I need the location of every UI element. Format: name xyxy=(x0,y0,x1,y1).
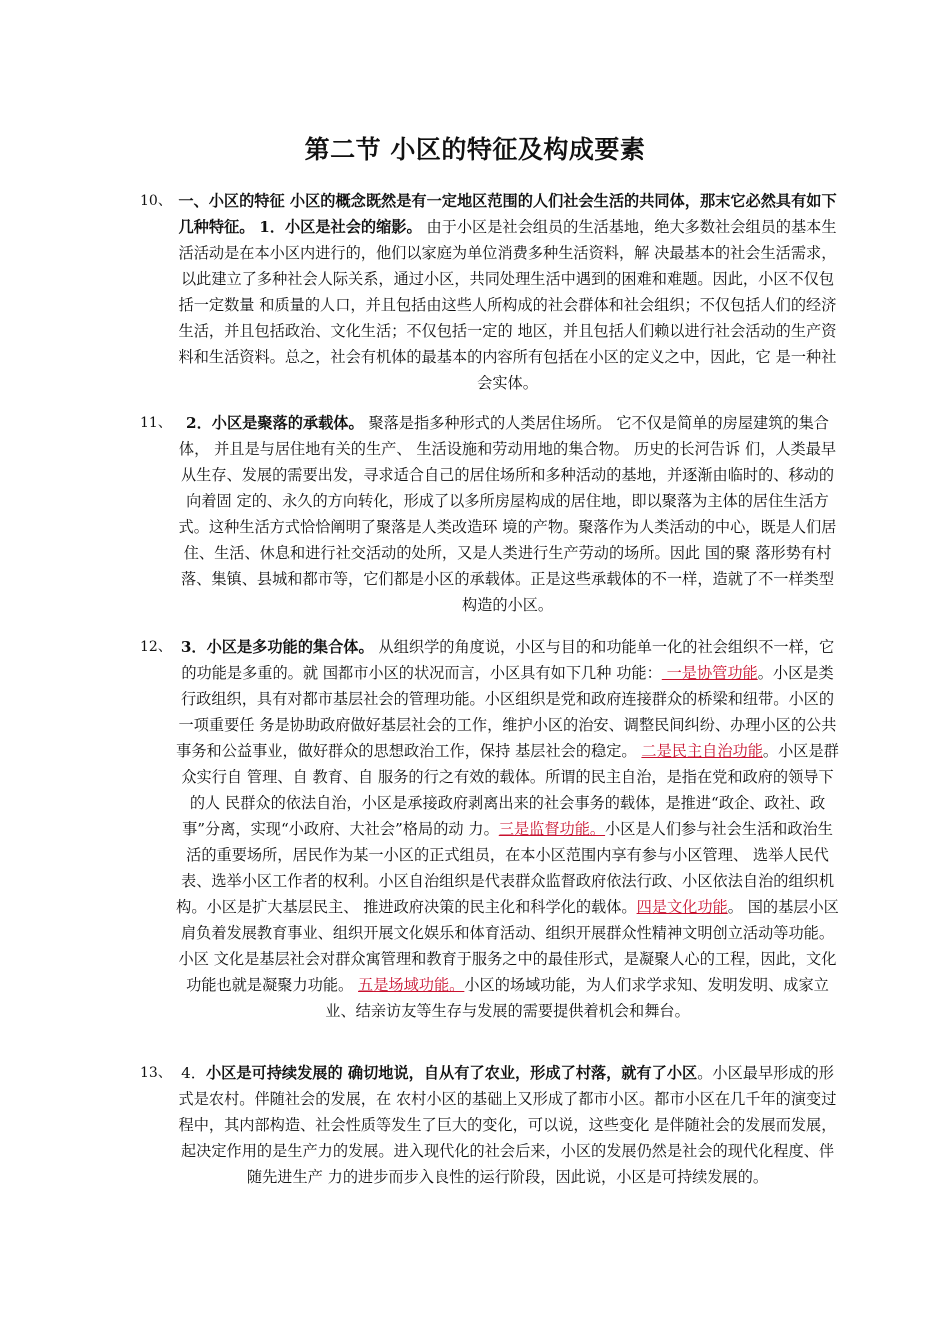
text-run: 由于小区是社会组员的生活基地，绝大多数社会组员的基本生活活动是在本小区内进行的，他们以家庭为单位消费多种生活资料，解 决最基本的社会生活需求，以此建立了多种社会人际关系，通过小区，共同处理生活中遇到的困难和难题。因此，小区不仅包括一定数量 和质量的人口，并且包括由这些人所构成的社会群体和社会组织；不仅包括人们的经济生活，并且包括政治、文化生活；不仅包括一定的 地区，并且包括人们赖以进行社会活动的生产资料和生活资料。总之，社会有机体的最基本的内容所有包括在小区的定义之中，因此，它 是一种社会实体。 xyxy=(178,218,837,392)
highlight-function-3: 三是监督功能。 xyxy=(498,820,606,838)
highlight-function-5: 五是场域功能。 xyxy=(358,976,465,994)
paragraph-12 xyxy=(140,634,840,1024)
paragraph-11 xyxy=(140,410,840,618)
paragraph-body xyxy=(175,634,840,1024)
paragraph-body xyxy=(175,410,840,618)
text-run: 从组织学的角度说，小区与目的和功能单一化的社会组织不一样，它的功能是多重的。就 国都市小区的状况而言，小区具有如下几种 功能： xyxy=(181,638,835,682)
text-run: 4． xyxy=(181,1064,206,1082)
paragraph-number: 11、 xyxy=(140,415,172,431)
subsection-heading: 2．小区是聚落的承载体。 xyxy=(186,414,364,432)
text-run: 。小区是群众实行自 管理、自 教育、自 服务的行之有效的载体。所谓的民主自治，是指在党和政府的领导下的人 民群众的依法自治，小区是承接政府剥离出来的社会事务的载体，是推进“政企、政社、政事”分离，实现“小政府、大社会”格局的动 力。 xyxy=(181,742,839,838)
highlight-function-4: 四是文化功能 xyxy=(636,898,728,916)
page-title: 第二节 小区的特征及构成要素 xyxy=(304,135,646,164)
text-run: 聚落是指多种形式的人类居住场所。 它不仅是简单的房屋建筑的集合体， 并且是与居住地有关的生产、 生活设施和劳动用地的集合物。 历史的长河告诉 们，人类最早从生存、发展的需要出发，寻求适合自己的居住场所和多种活动的基地，并逐渐由临时的、移动的向着固 定的、永久的方向转化，形成了以多所房屋构成的居住地，即以聚落为主体的居住生活方式。这种生活方式恰恰阐明了聚落是人类改造环 境的产物。聚落作为人类活动的中心，既是人们居住、生活、休息和进行社交活动的处所，又是人类进行生产劳动的场所。因此 国的聚 落形势有村落、集镇、县城和都市等，它们都是小区的承载体。正是这些承载体的不一样，造就了不一样类型构造的小区。 xyxy=(178,414,837,614)
paragraph-body xyxy=(175,1060,840,1190)
highlight-function-2: 二是民主自治功能 xyxy=(641,742,763,760)
paragraph-body xyxy=(175,188,840,396)
paragraph-number: 12、 xyxy=(140,639,172,655)
subsection-heading: 小区是可持续发展的 确切地说，自从有了农业，形成了村落，就有了小区 xyxy=(205,1064,698,1082)
text-run: 。 国的基层小区肩负着发展教育事业、组织开展文化娱乐和体育活动、组织开展群众性精神文明创立活动等功能。小区 文化是基层社会对群众寓管理和教育于服务之中的最佳形式，是凝聚人心的工程，因此，文化功能也就是凝聚力功能。 xyxy=(178,898,839,994)
text-run: 。小区是类行政组织，具有对都市基层社会的管理功能。小区组织是党和政府连接群众的桥梁和纽带。小区的一项重要任 务是协助政府做好基层社会的工作，维护小区的治安、调整民间纠纷、办理小区的公共事务和公益事业，做好群众的思想政治工作，保持 基层社会的稳定。 xyxy=(176,664,837,760)
text-run: 小区是人们参与社会生活和政治生活的重要场所，居民作为某一小区的正式组员，在本小区范围内享有参与小区管理、 选举人民代表、选举小区工作者的权利。小区自治组织是代表群众监督政府依法行政、小区依法自治的组织机构。小区是扩大基层民主、 推进政府决策的民主化和科学化的载体。 xyxy=(176,820,835,916)
paragraph-10 xyxy=(140,188,840,396)
highlight-function-1: 一是协管功能 xyxy=(661,664,758,682)
section-heading: 一、小区的特征 小区的概念既然是有一定地区范围的人们社会生活的共同体，那末它必然具有如下几种特征。 xyxy=(178,192,837,236)
paragraph-number: 13、 xyxy=(140,1065,172,1081)
paragraph-number: 10、 xyxy=(140,193,172,209)
text-run: 。小区最早形成的形式是农村。伴随社会的发展，在 农村小区的基础上又形成了都市小区。都市小区在几千年的演变过程中，其内部构造、社会性质等发生了巨大的变化，可以说，这些变化 是伴随社会的发展而发展，起决定作用的是生产力的发展。进入现代化的社会后来，小区的发展仍然是社会的现代化程度、伴随先进生产 力的进步而步入良性的运行阶段，因此说，小区是可持续发展的。 xyxy=(178,1064,837,1186)
text-run: 小区的场域功能，为人们求学求知、发明发明、成家立业、结亲访友等生存与发展的需要提供着机会和舞台。 xyxy=(325,976,829,1020)
subsection-heading: 3．小区是多功能的集合体。 xyxy=(180,638,374,656)
paragraph-13 xyxy=(140,1060,840,1190)
subsection-heading: 1．小区是社会的缩影。 xyxy=(259,218,422,236)
